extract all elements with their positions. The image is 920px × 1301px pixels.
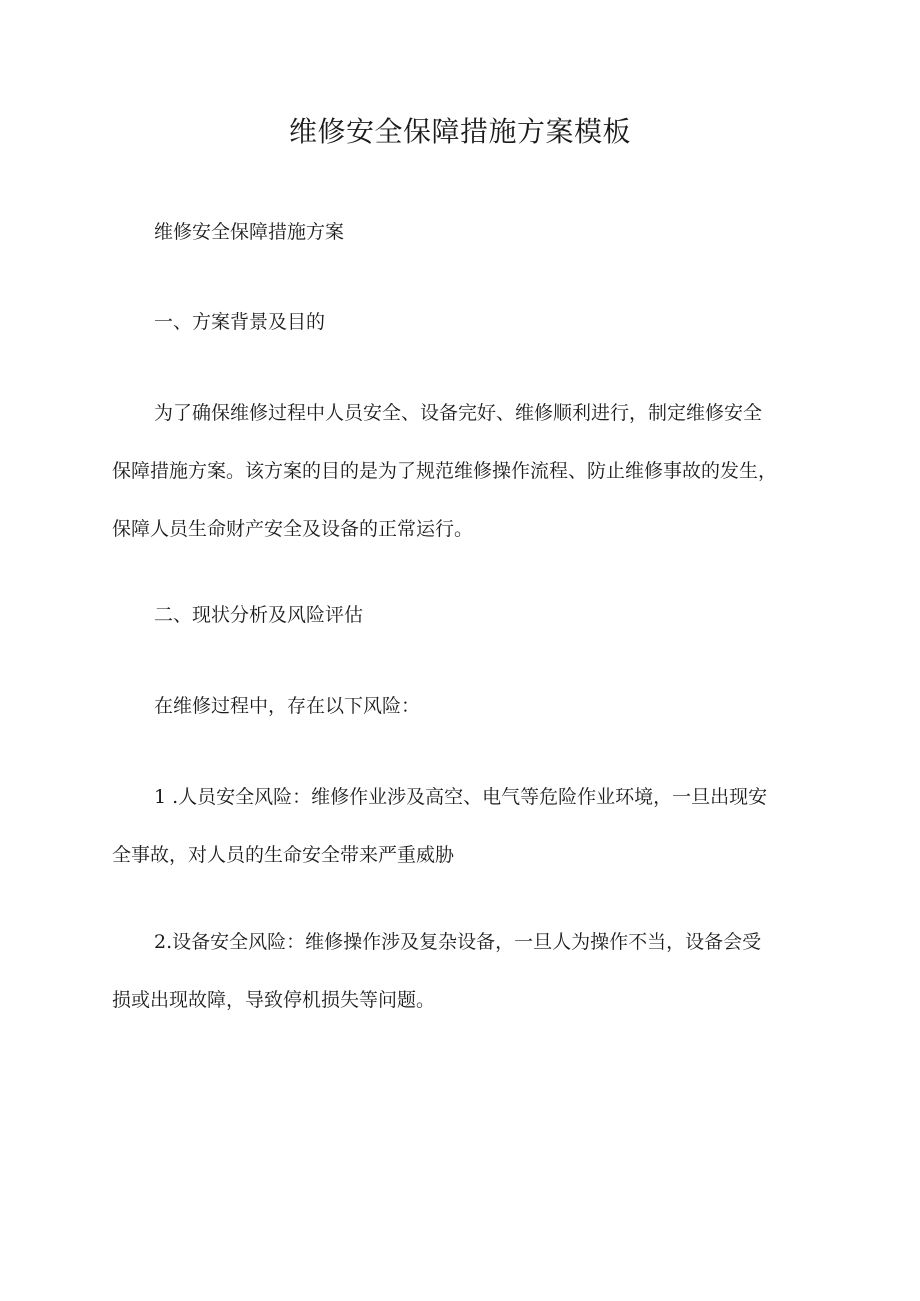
- section2-intro: 在维修过程中，存在以下风险：: [154, 695, 421, 717]
- paragraph-line: 全事故，对人员的生命安全带来严重威胁: [112, 844, 455, 866]
- section1-heading: 一、方案背景及目的: [154, 311, 326, 333]
- paragraph-line: 保障人员生命财产安全及设备的正常运行。: [112, 518, 474, 540]
- paragraph-line: 2.设备安全风险：维修操作涉及复杂设备，一旦人为操作不当，设备会受: [154, 931, 762, 953]
- section1-paragraph: [112, 384, 812, 558]
- paragraph-line: 保障措施方案。该方案的目的是为了规范维修操作流程、防止维修事故的发生，: [112, 460, 778, 482]
- risk-item-2: [112, 913, 812, 1029]
- section2-heading: 二、现状分析及风险评估: [154, 604, 364, 626]
- paragraph-line: 损或出现故障，导致停机损失等问题。: [112, 989, 436, 1011]
- paragraph-line: 1 .人员安全风险：维修作业涉及高空、电气等危险作业环境，一旦出现安: [154, 786, 768, 808]
- paragraph-line: 为了确保维修过程中人员安全、设备完好、维修顺利进行，制定维修安全: [154, 402, 763, 424]
- risk-item-1: [112, 768, 812, 884]
- subtitle: 维修安全保障措施方案: [154, 221, 345, 243]
- document-title: 维修安全保障措施方案模板: [288, 115, 631, 148]
